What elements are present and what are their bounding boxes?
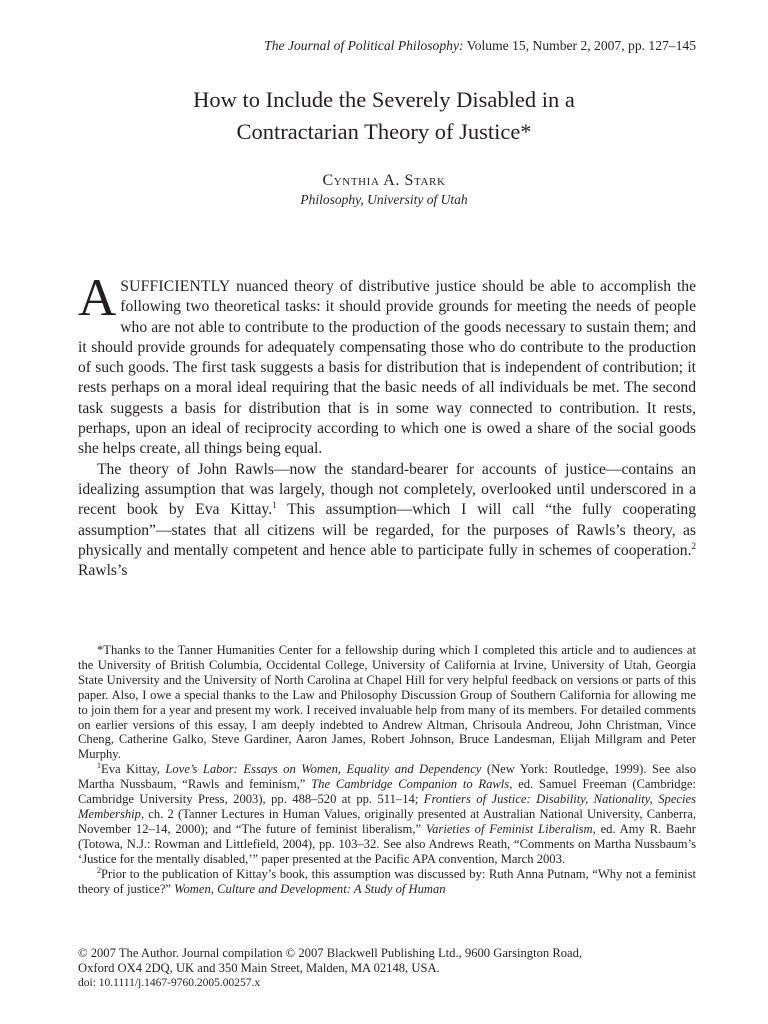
paragraph-1: [78, 269, 696, 460]
footnote-star: *Thanks to the Tanner Humanities Center for a fellowship during which I completed this article and to audiences at the University of British Columbia, Occidental College, University of California at Irvine, University of Utah, Georgia State University and the University of North Carolina at Chapel Hill for very helpful feedback on versions or parts of this paper. Also, I owe a special thanks to the Law and Philosophy Discussion Group of Southern California for allowing me to join them for a year and present my work. I received invaluable help from many of its members. For detailed comments on earlier versions of this essay, I am deeply indebted to Andrew Altman, Chrisoula Andreou, John Christman, Vince Cheng, Catherine Galko, Steve Gardiner, Aaron James, Robert Johnson, Bruce Landesman, Elijah Millgram and Peter Murphy.: [78, 643, 696, 762]
footnote-2-text-a: Prior to the publication of Kittay’s book, this assumption was discussed by: Ruth Anna Putnam, “Why not a feminist theory of justice?”: [78, 866, 696, 896]
footnote-1-text-c: , ed. Samuel Freeman (Cambridge: Cambridge University Press, 2003), pp. 488–520 at pp. 511–14;: [78, 777, 696, 807]
paragraph-1-text: nuanced theory of distributive justice should be able to accomplish the following two theoretical tasks: it should provide grounds for meeting the needs of people who are not able to contribute to the production of the goods necessary to sustain them; and it should provide grounds for adequately compensating those who do contribute to the production of such goods. The first task suggests a basis for distribution that is independent of contribution; it rests perhaps on a moral ideal requiring that the basic needs of all individuals be met. The second task suggests a basis for distribution that is in some way connected to contribution. It rests, perhaps, upon an ideal of reciprocity according to which one is owed a share of the social goods she helps create, all things being equal.: [78, 278, 696, 458]
footnote-2: [78, 867, 696, 897]
article-body: [78, 269, 696, 581]
footnote-2-italic-title: Women, Culture and Development: A Study of Human: [174, 881, 446, 896]
title-line-2: Contractarian Theory of Justice*: [236, 119, 532, 144]
footnote-1-companion-title: The Cambridge Companion to Rawls: [311, 777, 510, 792]
journal-name: The Journal of Political Philosophy:: [264, 38, 464, 53]
lead-word: SUFFICIENTLY: [120, 278, 231, 295]
footnote-1-text-d: , ch. 2 (Tanner Lectures in Human Values, originally presented at Australian National University, Canberra, November 12–14, 2000); and “The future of feminist liberalism,”: [78, 806, 696, 836]
footnote-ref-2[interactable]: 2: [691, 540, 696, 551]
copyright-block: [78, 946, 696, 991]
footnote-1-frontiers-title: Frontiers of Justice: Disability, Nationality, Species Membership: [78, 792, 696, 821]
footnote-1-text-a: Eva Kittay,: [101, 762, 166, 777]
paragraph-2-text-b: This assumption—which I will call “the fully cooperating assumption”—states that all citizens will be regarded, for the purposes of Rawls’s theory, as physically and mentally competent and hence able to participate fully in schemes of cooperation.: [78, 501, 696, 559]
title-line-1: How to Include the Severely Disabled in a: [193, 87, 575, 112]
paragraph-2-text-a: The theory of John Rawls—now the standard-bearer for accounts of justice—contains an idealizing assumption that was largely, though not completely, overlooked until underscored in a recent book by Eva Kittay.: [78, 460, 696, 519]
footnote-1-book-title: Love’s Labor: Essays on Women, Equality and Dependency: [165, 762, 482, 777]
footnote-2-number: 2: [97, 865, 101, 875]
drop-cap: A: [78, 269, 117, 327]
journal-header: [78, 38, 696, 54]
footnotes: [78, 643, 696, 896]
article-title: [60, 84, 708, 148]
footnote-1-text-b: (New York: Routledge, 1999). See also Martha Nussbaum, “Rawls and feminism,”: [78, 762, 696, 792]
volume-info: Volume 15, Number 2, 2007, pp. 127–145: [466, 38, 696, 53]
footnote-1: [78, 762, 696, 866]
footnote-1-varieties-title: Varieties of Feminist Liberalism: [425, 821, 593, 836]
footnote-1-text-e: , ed. Amy R. Baehr (Totowa, N.J.: Rowman and Littlefield, 2004), pp. 103–32. See also Andrews Reath, “Comments on Martha Nussbaum’s ‘Justice for the mentally disabled,’” paper presented at the Pacific APA convention, March 2003.: [78, 821, 697, 866]
author-name: Cynthia A. Stark: [322, 172, 446, 189]
copyright-line-1: © 2007 The Author. Journal compilation © 2007 Blackwell Publishing Ltd., 9600 Garsington Road,: [78, 946, 583, 960]
footnote-1-number: 1: [97, 761, 101, 771]
author-affiliation: Philosophy, University of Utah: [300, 192, 468, 207]
doi[interactable]: doi: 10.1111/j.1467-9760.2005.00257.x: [78, 977, 261, 989]
paragraph-2-text-c: Rawls’s: [78, 562, 128, 580]
paragraph-2: [78, 460, 696, 582]
copyright-line-2: Oxford OX4 2DQ, UK and 350 Main Street, Malden, MA 02148, USA.: [78, 961, 440, 975]
footnote-ref-1[interactable]: 1: [272, 500, 277, 511]
